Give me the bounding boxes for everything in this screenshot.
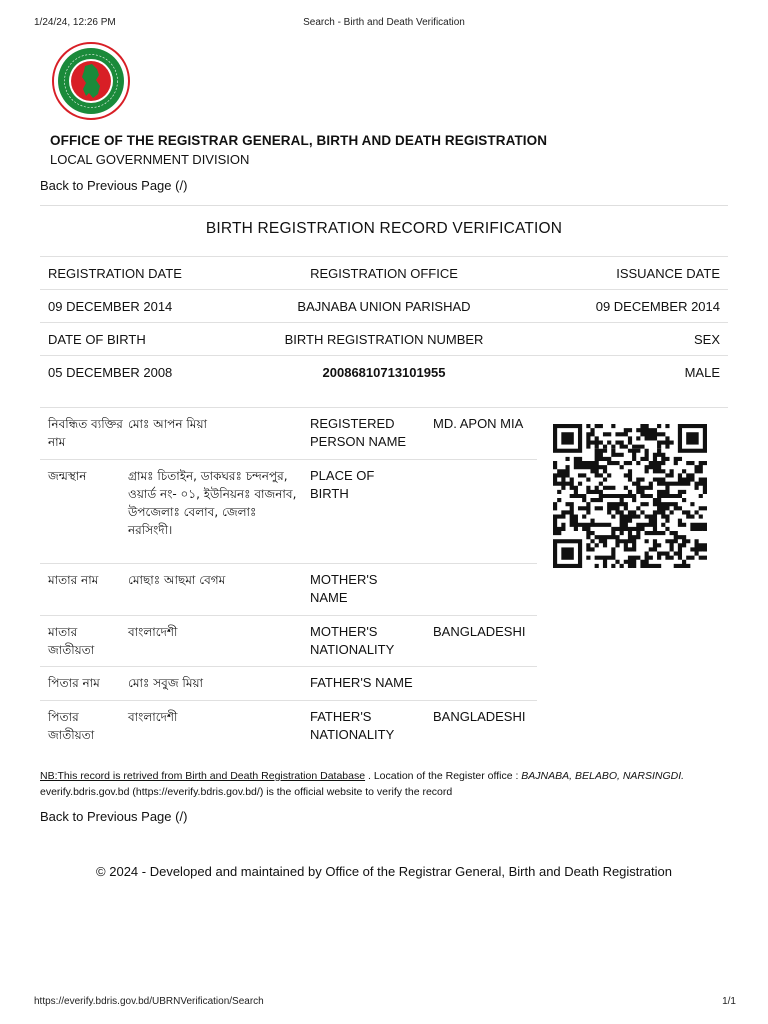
print-url: https://everify.bdris.gov.bd/UBRNVerification/Search xyxy=(34,996,264,1007)
registration-office-header: REGISTRATION OFFICE xyxy=(310,266,458,281)
en-label: REGISTERED PERSON NAME xyxy=(310,416,407,449)
issuance-date-header: ISSUANCE DATE xyxy=(616,266,720,281)
person-row-mother-nationality xyxy=(40,616,537,666)
bn-label: নিবন্ধিত ব্যক্তির নাম xyxy=(48,417,123,449)
person-row-birthplace xyxy=(40,460,537,563)
en-value: BANGLADESHI xyxy=(433,709,526,724)
divider xyxy=(40,205,728,206)
print-page-count: 1/1 xyxy=(722,996,736,1007)
bn-label: মাতার জাতীয়তা xyxy=(48,625,95,657)
location-value: BAJNABA, BELABO, NARSINGDI. xyxy=(521,770,685,782)
office-subtitle: LOCAL GOVERNMENT DIVISION xyxy=(50,152,250,167)
back-to-previous-link-bottom[interactable]: Back to Previous Page (/) xyxy=(40,809,188,824)
person-row-mother-name xyxy=(40,564,537,615)
bn-value: মোঃ আপন মিয়া xyxy=(128,417,207,431)
meta-header-row-2 xyxy=(40,322,728,356)
registration-office-value: BAJNABA UNION PARISHAD xyxy=(297,299,471,314)
bn-value: মোছাঃ আছমা বেগম xyxy=(128,573,226,587)
print-datetime: 1/24/24, 12:26 PM xyxy=(34,17,116,28)
en-label: MOTHER'S NAME xyxy=(310,572,378,605)
registration-date-header: REGISTRATION DATE xyxy=(48,266,182,281)
bn-label: জন্মস্থান xyxy=(48,469,87,483)
bn-value: মোঃ সবুজ মিয়া xyxy=(128,676,204,690)
issuance-date-value: 09 DECEMBER 2014 xyxy=(595,299,720,314)
bn-value: বাংলাদেশী xyxy=(128,625,178,639)
person-row-father-nationality xyxy=(40,701,537,751)
birth-registration-number-value: 20086810713101955 xyxy=(322,365,446,380)
date-of-birth-value: 05 DECEMBER 2008 xyxy=(48,365,173,380)
en-label: FATHER'S NAME xyxy=(310,675,413,690)
registration-date-value: 09 DECEMBER 2014 xyxy=(48,299,173,314)
database-note xyxy=(40,768,730,800)
bn-label: পিতার জাতীয়তা xyxy=(48,710,95,742)
bn-label: মাতার নাম xyxy=(48,573,99,587)
en-label: FATHER'S NATIONALITY xyxy=(310,709,395,742)
location-prefix: . Location of the Register office : xyxy=(365,770,522,782)
person-row-father-name xyxy=(40,667,537,700)
sex-value: MALE xyxy=(684,365,720,380)
bn-label: পিতার নাম xyxy=(48,676,100,690)
date-of-birth-header: DATE OF BIRTH xyxy=(48,332,146,347)
person-row-name xyxy=(40,408,537,459)
record-title: BIRTH REGISTRATION RECORD VERIFICATION xyxy=(205,220,563,237)
birth-registration-number-header: BIRTH REGISTRATION NUMBER xyxy=(284,332,484,347)
office-title: OFFICE OF THE REGISTRAR GENERAL, BIRTH AND DEATH REGISTRATION xyxy=(50,133,548,148)
website-note: everify.bdris.gov.bd (https://everify.bdris.gov.bd/) is the official website to verify the record xyxy=(40,786,453,798)
en-label: PLACE OF BIRTH xyxy=(310,468,375,501)
back-to-previous-link[interactable]: Back to Previous Page (/) xyxy=(40,178,188,193)
en-label: MOTHER'S NATIONALITY xyxy=(310,624,395,657)
en-value: BANGLADESHI xyxy=(433,624,526,639)
print-page-title: Search - Birth and Death Verification xyxy=(303,17,465,28)
qr-code-icon xyxy=(553,424,707,568)
bn-value: গ্রামঃ চিতাইন, ডাকঘরঃ চন্দনপুর, ওয়ার্ড নং- ০১, ইউনিয়নঃ বাজনাব, উপজেলাঃ বেলাব, জেলাঃ নরসিংদী। xyxy=(128,469,297,537)
meta-header-row xyxy=(40,256,728,290)
sex-header: SEX xyxy=(693,332,720,347)
government-seal-icon xyxy=(52,42,130,120)
bn-value: বাংলাদেশী xyxy=(128,710,178,724)
meta-value-row-2 xyxy=(40,355,728,389)
copyright-footer: © 2024 - Developed and maintained by Office of the Registrar General, Birth and Death Registration xyxy=(96,864,672,879)
meta-value-row xyxy=(40,289,728,323)
database-note-link[interactable]: NB:This record is retrived from Birth and Death Registration Database xyxy=(40,770,366,782)
en-value: MD. APON MIA xyxy=(433,416,524,431)
